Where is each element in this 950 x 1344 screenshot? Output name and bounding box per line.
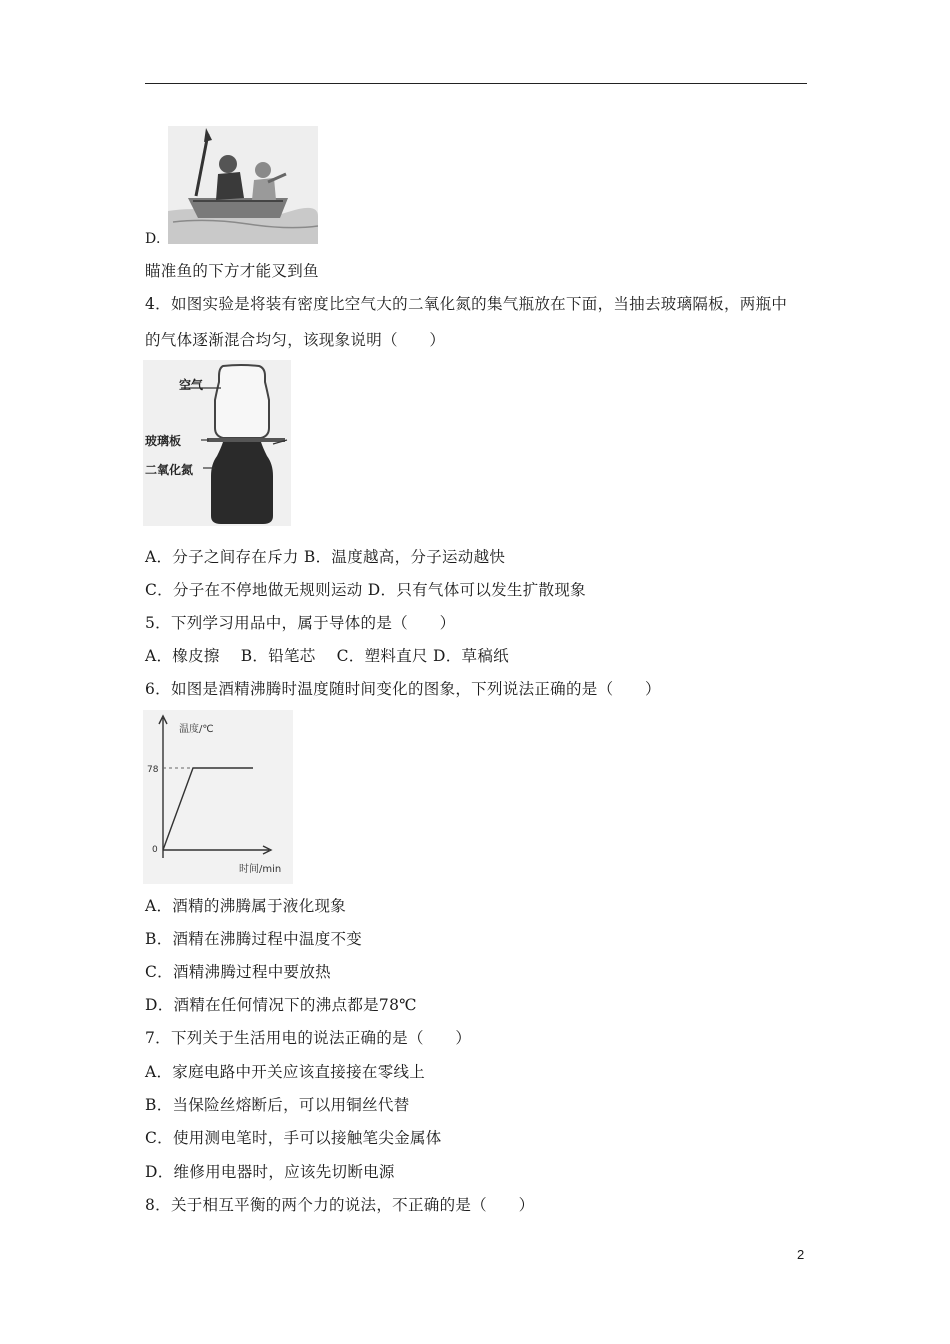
header-rule [145,83,807,84]
label-no2: 二氧化氮 [145,463,194,477]
q6-option-c: C．酒精沸腾过程中要放热 [145,963,331,981]
q5-stem: 5．下列学习用品中，属于导体的是（ ） [145,614,456,632]
page-number: 2 [797,1247,805,1262]
q5-options: A．橡皮擦 B．铅笔芯 C．塑料直尺 D．草稿纸 [145,647,509,665]
q4-stem-line1: 4．如图实验是将装有密度比空气大的二氧化氮的集气瓶放在下面，当抽去玻璃隔板，两瓶中 [145,295,788,313]
q4-options-line2: C．分子在不停地做无规则运动 D．只有气体可以发生扩散现象 [145,581,586,599]
q6-option-d: D．酒精在任何情况下的沸点都是78℃ [145,996,417,1014]
q8-stem: 8．关于相互平衡的两个力的说法，不正确的是（ ） [145,1196,535,1214]
diffusion-experiment-image [143,360,291,526]
q6-option-b: B．酒精在沸腾过程中温度不变 [145,930,363,948]
option-d-text: 瞄准鱼的下方才能叉到鱼 [145,262,319,280]
y-tick-78: 78 [147,765,159,775]
q4-options-line1: A．分子之间存在斥力 B．温度越高，分子运动越快 [145,548,506,566]
label-glass-plate: 玻璃板 [145,434,182,448]
q6-option-a: A．酒精的沸腾属于液化现象 [145,897,347,915]
q7-option-b: B．当保险丝熔断后，可以用铜丝代替 [145,1096,410,1114]
q7-option-c: C．使用测电笔时，手可以接触笔尖金属体 [145,1129,442,1147]
x-axis-label: 时间/min [239,864,282,875]
q7-stem: 7．下列关于生活用电的说法正确的是（ ） [145,1029,472,1047]
boiling-chart [143,710,293,884]
option-d-letter: D. [145,231,161,247]
q7-option-d: D．维修用电器时，应该先切断电源 [145,1163,395,1181]
y-axis-label: 温度/℃ [179,724,214,735]
q4-stem-line2: 的气体逐渐混合均匀，该现象说明（ ） [145,331,446,349]
label-air: 空气 [179,378,204,392]
fishing-boat-image [168,126,318,244]
q7-option-a: A．家庭电路中开关应该直接接在零线上 [145,1063,426,1081]
q6-stem: 6．如图是酒精沸腾时温度随时间变化的图象，下列说法正确的是（ ） [145,680,661,698]
y-tick-0: 0 [152,845,158,855]
